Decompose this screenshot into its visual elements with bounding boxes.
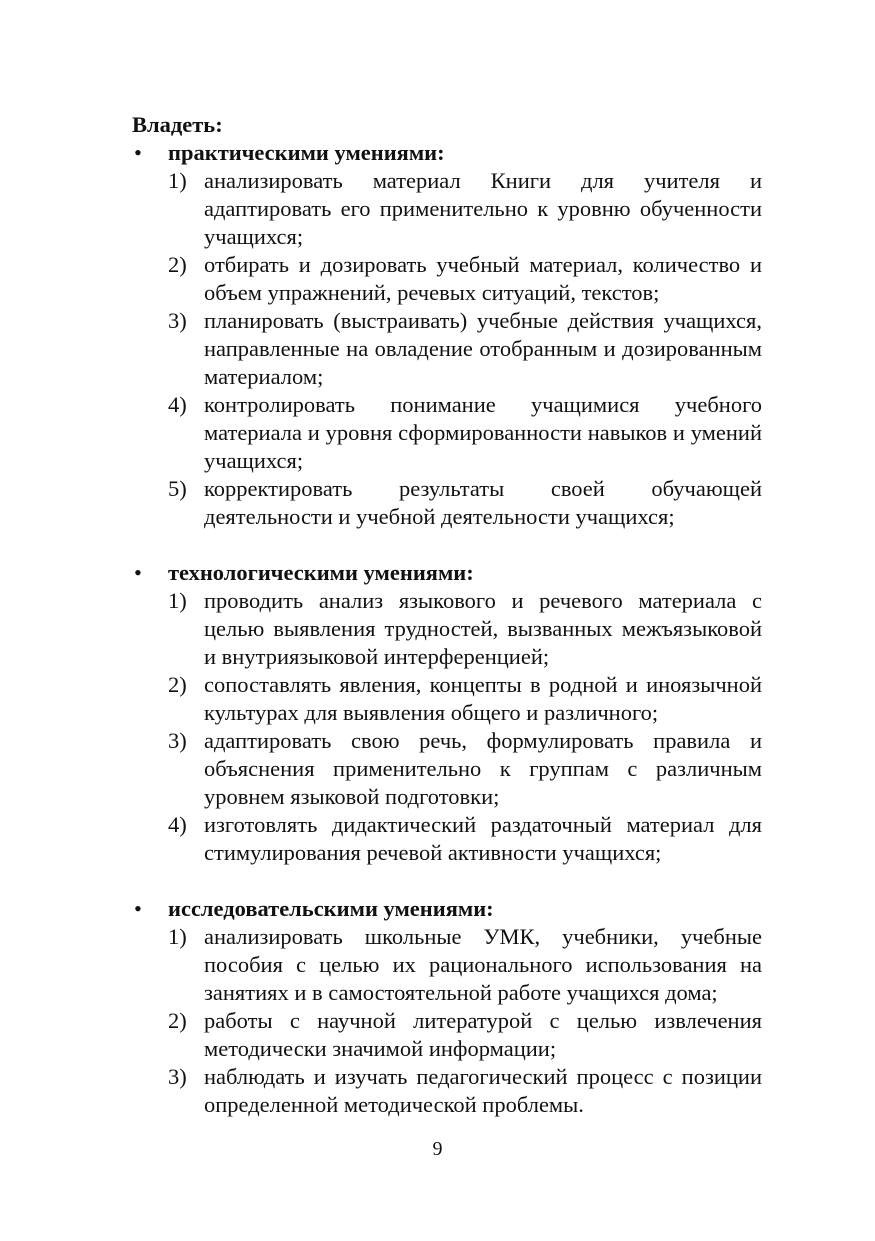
section-title-text: технологическими умениями:: [168, 560, 474, 585]
section-research: [132, 895, 762, 1119]
section-title: [132, 139, 762, 167]
item-text: изготовлять дидактический раздаточный материал для стимулирования речевой активности учащихся;: [204, 812, 762, 865]
list-item: [132, 923, 762, 1007]
item-text: наблюдать и изучать педагогический процесс с позиции определенной методической проблемы.: [204, 1064, 762, 1117]
section-title: [132, 895, 762, 923]
item-number: 2): [168, 1008, 187, 1033]
item-number: 3): [168, 308, 187, 333]
item-number: 1): [168, 168, 187, 193]
bullet-icon: •: [134, 140, 142, 165]
item-text: сопоставлять явления, концепты в родной и иноязычной культурах для выявления общего и различного;: [204, 672, 762, 725]
section-technological: [132, 559, 762, 867]
item-text: анализировать школьные УМК, учебники, учебные пособия с целью их рационального использования на занятиях и в самостоятельной работе учащихся дома;: [204, 924, 762, 1005]
list-item: [132, 307, 762, 391]
list-item: [132, 391, 762, 475]
item-list: [132, 923, 762, 1119]
bullet-icon: •: [134, 560, 142, 585]
list-item: [132, 811, 762, 867]
item-number: 3): [168, 1064, 187, 1089]
page-number: 9: [432, 1138, 443, 1160]
item-number: 1): [168, 588, 187, 613]
item-number: 5): [168, 476, 187, 501]
list-item: [132, 251, 762, 307]
list-item: [132, 1007, 762, 1063]
item-text: адаптировать свою речь, формулировать правила и объяснения применительно к группам с различным уровнем языковой подготовки;: [204, 728, 762, 809]
item-number: 2): [168, 672, 187, 697]
list-item: [132, 727, 762, 811]
bullet-icon: •: [134, 896, 142, 921]
section-practical: [132, 139, 762, 531]
item-text: корректировать результаты своей обучающей деятельности и учебной деятельности учащихся;: [204, 476, 762, 529]
item-text: анализировать материал Книги для учителя и адаптировать его применительно к уровню обученности учащихся;: [204, 168, 762, 249]
item-text: планировать (выстраивать) учебные действия учащихся, направленные на овладение отобранным и дозированным материалом;: [204, 308, 762, 389]
item-number: 3): [168, 728, 187, 753]
item-list: [132, 587, 762, 867]
section-title-text: исследовательскими умениями:: [168, 896, 494, 921]
section-title-text: практическими умениями:: [168, 140, 445, 165]
item-number: 2): [168, 252, 187, 277]
list-item: [132, 167, 762, 251]
list-item: [132, 587, 762, 671]
item-list: [132, 167, 762, 531]
section-title: [132, 559, 762, 587]
item-text: контролировать понимание учащимися учебного материала и уровня сформированности навыков и умений учащихся;: [204, 392, 762, 473]
item-number: 4): [168, 812, 187, 837]
item-text: работы с научной литературой с целью извлечения методически значимой информации;: [204, 1008, 762, 1061]
page-heading: Владеть:: [132, 112, 223, 137]
item-text: отбирать и дозировать учебный материал, количество и объем упражнений, речевых ситуаций, текстов;: [204, 252, 762, 305]
item-number: 1): [168, 924, 187, 949]
list-item: [132, 1063, 762, 1119]
page-body: [132, 111, 762, 1119]
item-text: проводить анализ языкового и речевого материала с целью выявления трудностей, вызванных межъязыковой и внутриязыковой интерференцией;: [204, 588, 762, 669]
list-item: [132, 671, 762, 727]
item-number: 4): [168, 392, 187, 417]
list-item: [132, 475, 762, 531]
